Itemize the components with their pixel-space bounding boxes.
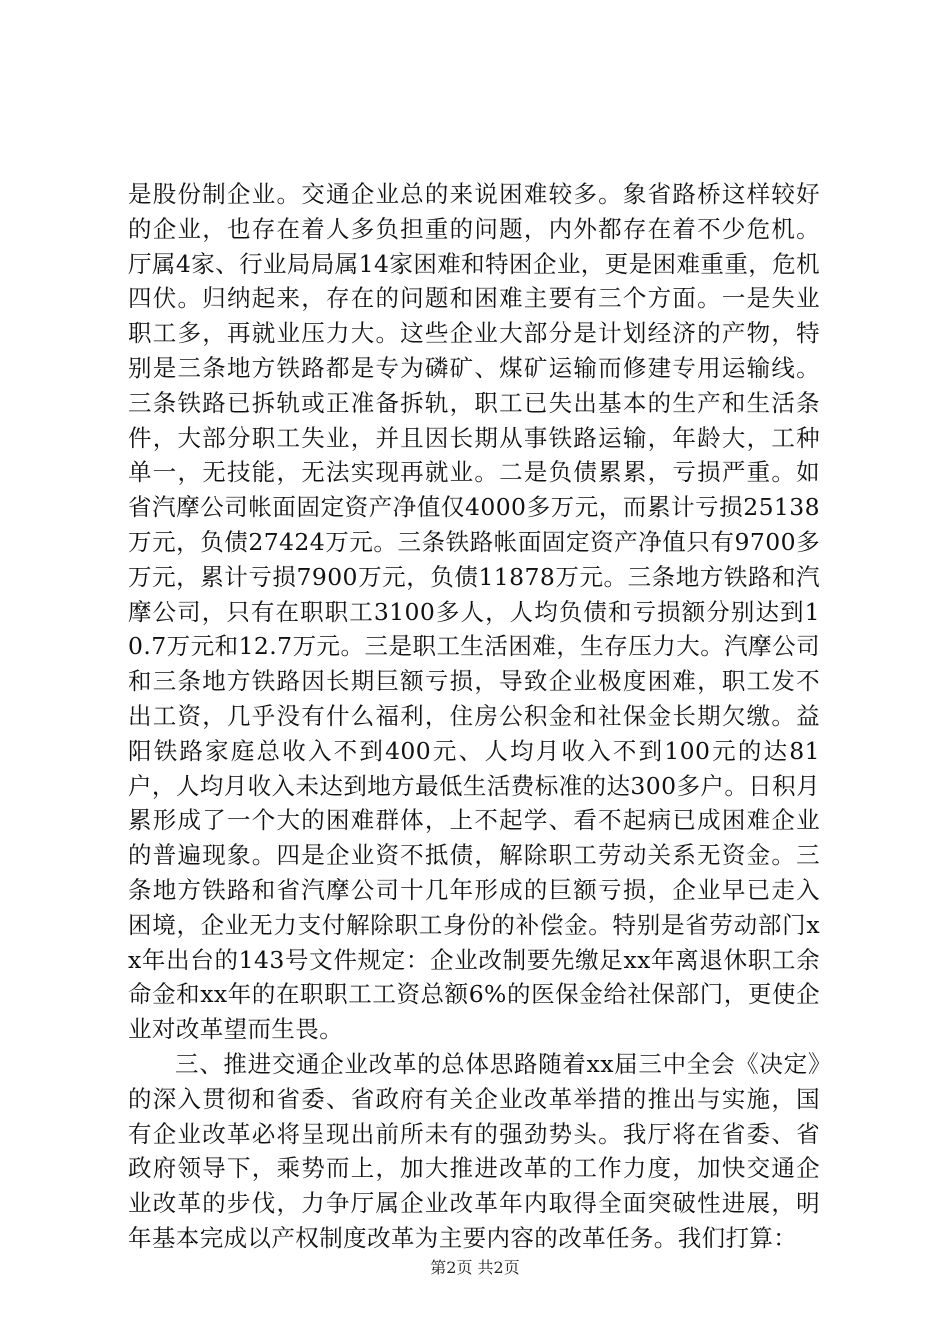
page-footer: 第2页 共2页 <box>430 1258 520 1277</box>
document-body <box>128 177 820 1256</box>
paragraph-2: 三、推进交通企业改革的总体思路随着xx届三中全会《决定》的深入贯彻和省委、省政府有关企业改革举措的推出与实施，国有企业改革必将呈现出前所未有的强劲势头。我厅将在省委、省政府领导下，乘势而上，加大推进改革的工作力度，加快交通企业改革的步伐，力争厅属企业改革年内取得全面突破性进展，明年基本完成以产权制度改革为主要内容的改革任务。我们打算： <box>128 1049 820 1252</box>
paragraph-1: 是股份制企业。交通企业总的来说困难较多。象省路桥这样较好的企业，也存在着人多负担重的问题，内外都存在着不少危机。厅属4家、行业局局属14家困难和特困企业，更是困难重重，危机四伏。归纳起来，存在的问题和困难主要有三个方面。一是失业职工多，再就业压力大。这些企业大部分是计划经济的产物，特别是三条地方铁路都是专为磷矿、煤矿运输而修建专用运输线。三条铁路已拆轨或正准备拆轨，职工已失出基本的生产和生活条件，大部分职工失业，并且因长期从事铁路运输，年龄大，工种单一，无技能，无法实现再就业。二是负债累累，亏损严重。如省汽摩公司帐面固定资产净值仅4000多万元，而累计亏损25138万元，负债27424万元。三条铁路帐面固定资产净值只有9700多万元，累计亏损7900万元，负债11878万元。三条地方铁路和汽摩公司，只有在职职工3100多人，人均负债和亏损额分别达到10.7万元和12.7万元。三是职工生活困难，生存压力大。汽摩公司和三条地方铁路因长期巨额亏损，导致企业极度困难，职工发不出工资，几乎没有什么福利，住房公积金和社保金长期欠缴。益阳铁路家庭总收入不到400元、人均月收入不到100元的达81户，人均月收入未达到地方最低生活费标准的达300多户。日积月累形成了一个大的困难群体，上不起学、看不起病已成困难企业的普遍现象。四是企业资不抵债，解除职工劳动关系无资金。三条地方铁路和省汽摩公司十几年形成的巨额亏损，企业早已走入困境，企业无力支付解除职工身份的补偿金。特别是省劳动部门xx年出台的143号文件规定：企业改制要先缴足xx年离退休职工余命金和xx年的在职职工工资总额6%的医保金给社保部门，更使企业对改革望而生畏。 <box>128 180 820 1044</box>
